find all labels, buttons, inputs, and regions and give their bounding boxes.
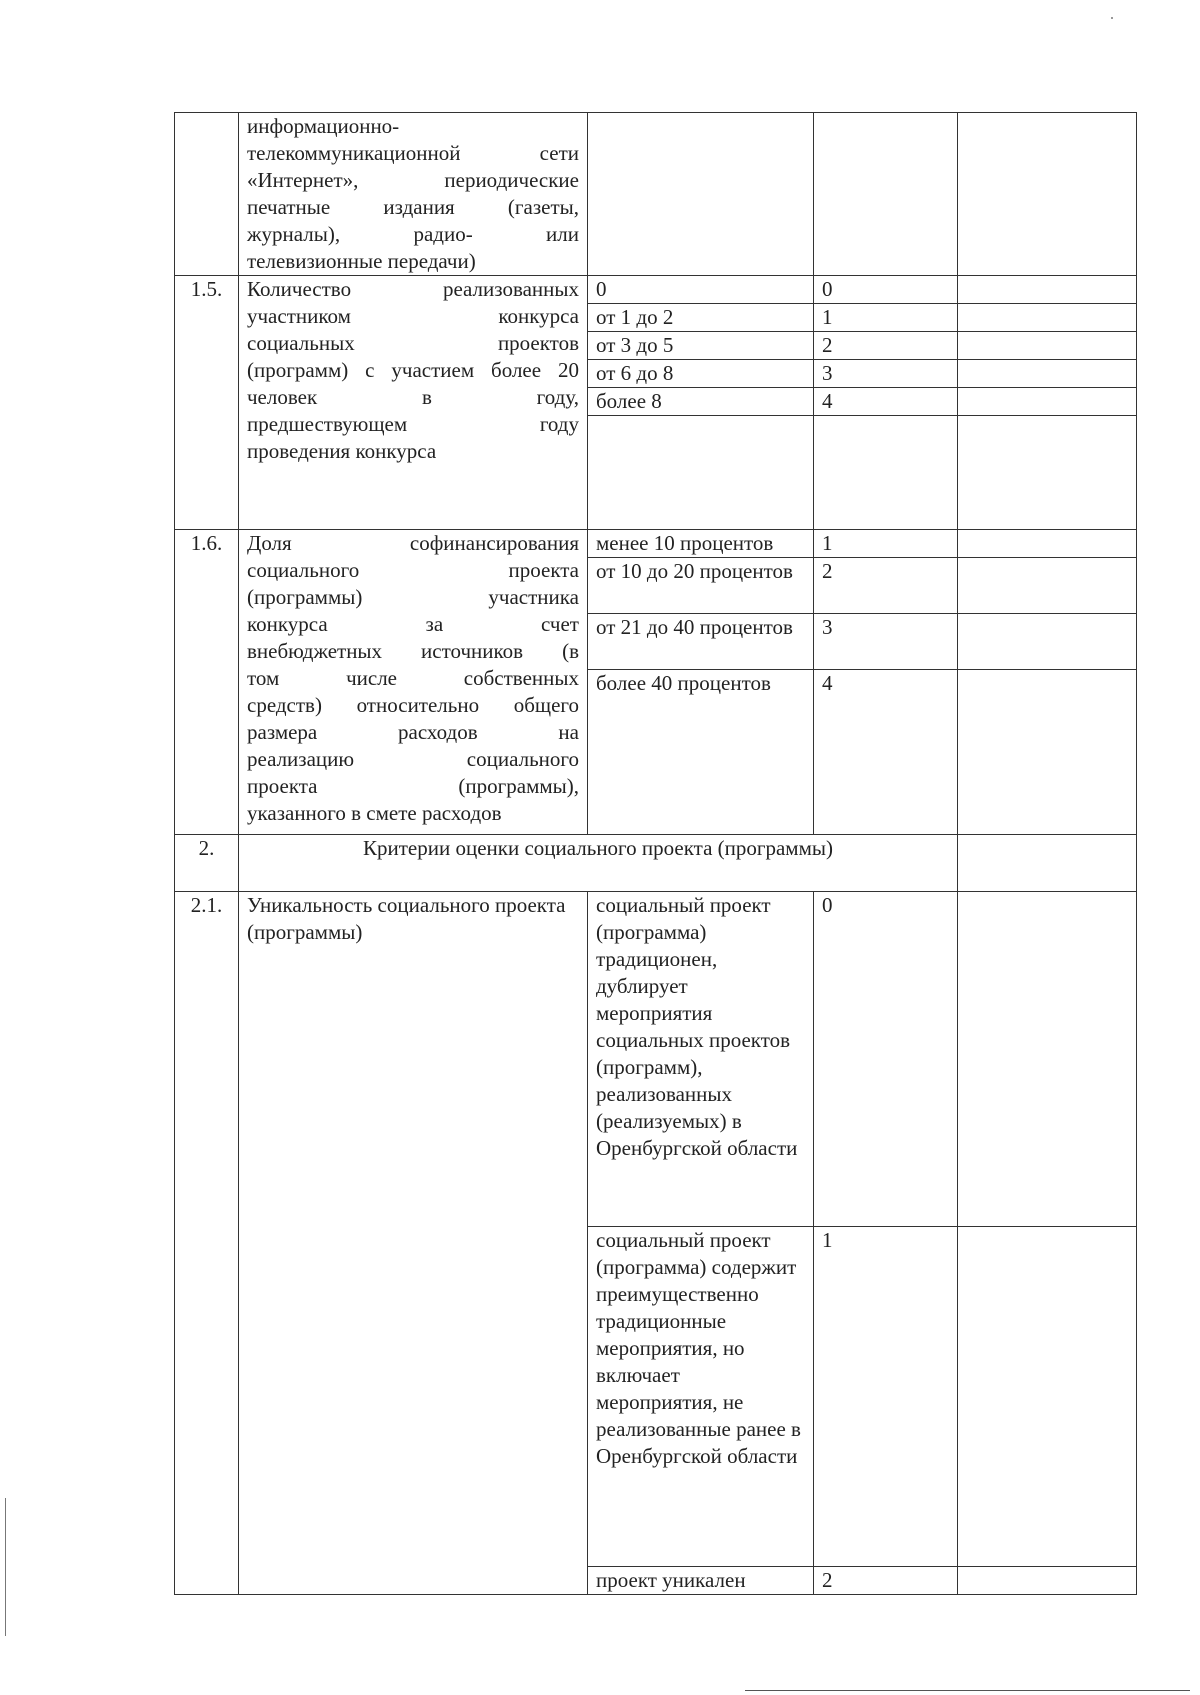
option-label: проект уникален [588, 1567, 814, 1595]
extra-cell [958, 332, 1137, 360]
option-label: от 1 до 2 [588, 304, 814, 332]
extra-cell [958, 360, 1137, 388]
option-label: социальный проект (программа) содержит преимущественно традиционные мероприятия, но включает мероприятия, не реализованные ранее в Оренбургской области [588, 1227, 814, 1567]
extra-cell [958, 892, 1137, 1227]
option-score: 3 [814, 614, 958, 670]
option-score: 2 [814, 1567, 958, 1595]
extra-cell [958, 113, 1137, 276]
extra-cell [958, 530, 1137, 558]
score-cell [814, 416, 958, 530]
scan-edge-line [745, 1690, 1190, 1691]
extra-cell [958, 835, 1137, 892]
option-label: от 10 до 20 процентов [588, 558, 814, 614]
extra-cell [958, 416, 1137, 530]
table-row [175, 892, 1137, 1227]
row-number: 2. [175, 835, 239, 892]
extra-cell [958, 558, 1137, 614]
option-score: 4 [814, 388, 958, 416]
option-score: 1 [814, 1227, 958, 1567]
criterion-text: Доля софинансирования социального проекта (программы) участника конкурса за счет внебюджетных источников (в том числе собственных средств) относительно общего размера расходов на реализацию социального проекта (программы), указанного в смете расходов [239, 530, 588, 835]
option-label: от 21 до 40 процентов [588, 614, 814, 670]
scan-mark [1111, 17, 1113, 19]
row-number: 1.6. [175, 530, 239, 835]
option-score: 1 [814, 304, 958, 332]
option-score: 0 [814, 892, 958, 1227]
option-score: 0 [814, 276, 958, 304]
criterion-text: Уникальность социального проекта (программы) [239, 892, 588, 1595]
table-row [175, 276, 1137, 304]
row-number [175, 113, 239, 276]
extra-cell [958, 614, 1137, 670]
table-row [175, 113, 1137, 276]
table-row [175, 835, 1137, 892]
option-label: более 40 процентов [588, 670, 814, 835]
option-label: социальный проект (программа) традиционен, дублирует мероприятия социальных проектов (программ), реализованных (реализуемых) в Оренбургской области [588, 892, 814, 1227]
extra-cell [958, 1567, 1137, 1595]
option-label: от 3 до 5 [588, 332, 814, 360]
criterion-text: Количество реализованных участником конкурса социальных проектов (программ) с участием более 20 человек в году, предшествующем году проведения конкурса [239, 276, 588, 530]
score-cell [814, 113, 958, 276]
extra-cell [958, 304, 1137, 332]
criteria-table [174, 112, 1137, 1595]
extra-cell [958, 670, 1137, 835]
option-label: 0 [588, 276, 814, 304]
scan-edge-line [5, 1498, 6, 1636]
option-score: 2 [814, 558, 958, 614]
option-score: 4 [814, 670, 958, 835]
extra-cell [958, 276, 1137, 304]
criterion-text: информационно- телекоммуникационной сети «Интернет», периодические печатные издания (газеты, журналы), радио- или телевизионные передачи) [239, 113, 588, 276]
option-score: 3 [814, 360, 958, 388]
section-title: Критерии оценки социального проекта (программы) [239, 835, 958, 892]
extra-cell [958, 388, 1137, 416]
option-label: менее 10 процентов [588, 530, 814, 558]
table-row [175, 530, 1137, 558]
option-score: 2 [814, 332, 958, 360]
extra-cell [958, 1227, 1137, 1567]
option-label: более 8 [588, 388, 814, 416]
row-number: 1.5. [175, 276, 239, 530]
option-label: от 6 до 8 [588, 360, 814, 388]
option-score: 1 [814, 530, 958, 558]
row-number: 2.1. [175, 892, 239, 1595]
option-cell [588, 416, 814, 530]
option-cell [588, 113, 814, 276]
